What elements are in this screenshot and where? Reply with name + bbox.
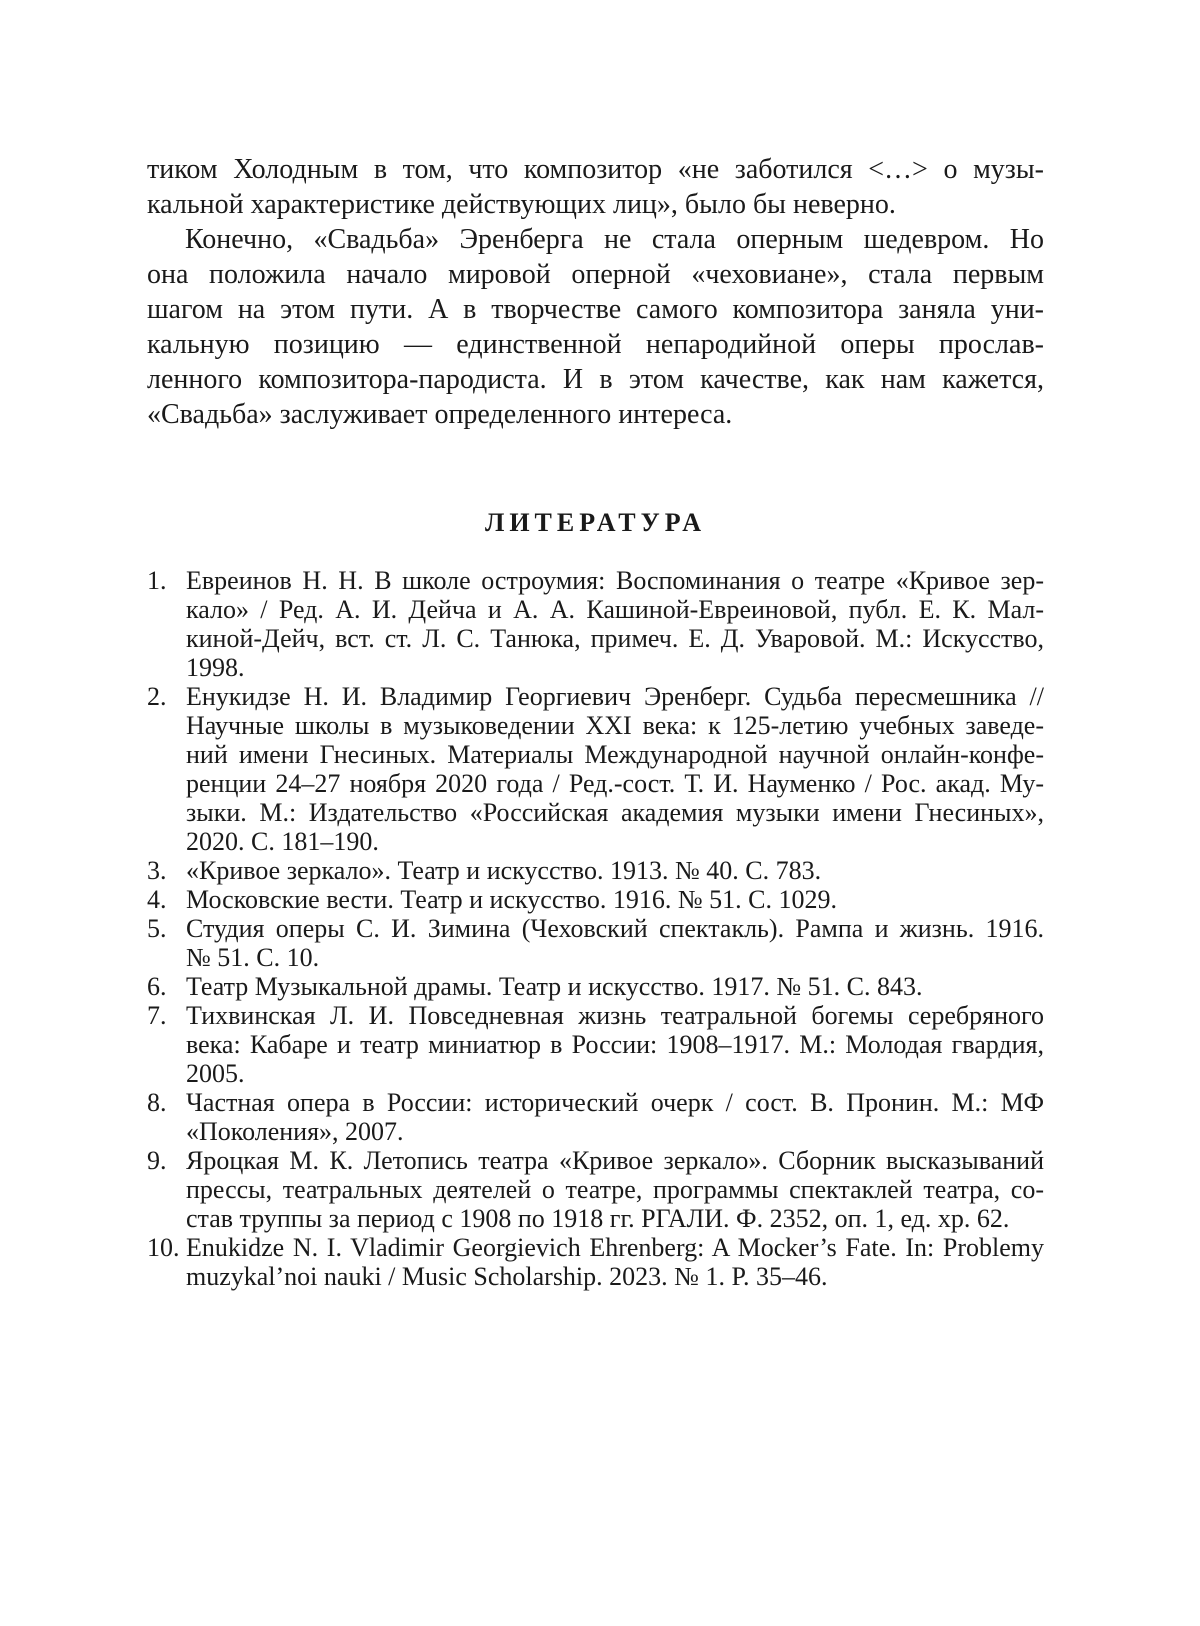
- bibliography-item-text: [186, 914, 1044, 972]
- bibliography-item-text: [186, 885, 1044, 914]
- bibliography-line: № 51. С. 10.: [186, 943, 320, 972]
- bibliography-line: Научные школы в музыковедении XXI века: к 125-летию учебных заведе-: [186, 711, 1044, 740]
- bibliography-item-number: 2.: [147, 682, 167, 711]
- bibliography-item-text: [186, 1146, 1044, 1233]
- bibliography-item: [147, 1233, 1044, 1291]
- bibliography-line: Театр Музыкальной драмы. Театр и искусство. 1917. № 51. С. 843.: [186, 972, 923, 1001]
- paragraph: [147, 222, 1044, 432]
- bibliography-line: Яроцкая М. К. Летопись театра «Кривое зеркало». Сборник высказываний: [186, 1146, 1044, 1175]
- bibliography-item-number: 9.: [147, 1146, 167, 1175]
- literature-heading: ЛИТЕРАТУРА: [484, 508, 707, 537]
- bibliography-item-number: 1.: [147, 566, 167, 595]
- bibliography-line: 2005.: [186, 1059, 245, 1088]
- paragraph-line: тиком Холодным в том, что композитор «не заботился <…> о музы-: [147, 154, 1044, 185]
- bibliography-item-number: 10.: [147, 1233, 180, 1262]
- bibliography-item: [147, 1146, 1044, 1233]
- bibliography-line: 1998.: [186, 653, 245, 682]
- bibliography-line: Enukidze N. I. Vladimir Georgievich Ehrenberg: A Mocker’s Fate. In: Problemy: [186, 1233, 1044, 1262]
- bibliography-line: Евреинов Н. Н. В школе остроумия: Воспоминания о театре «Кривое зер-: [186, 566, 1044, 595]
- paragraphs: [147, 152, 1044, 432]
- bibliography-item-text: [186, 1088, 1044, 1146]
- paragraph-line: «Свадьба» заслуживает определенного интереса.: [147, 399, 733, 430]
- bibliography-item-number: 4.: [147, 885, 167, 914]
- bibliography-item-text: [186, 856, 1044, 885]
- bibliography-line: века: Кабаре и театр миниатюр в России: 1908–1917. М.: Молодая гвардия,: [186, 1030, 1044, 1059]
- bibliography-line: кало» / Ред. А. И. Дейча и А. А. Кашиной-Евреиновой, публ. Е. К. Мал-: [186, 595, 1044, 624]
- bibliography-item: [147, 1088, 1044, 1146]
- bibliography-line: зыки. М.: Издательство «Российская академия музыки имени Гнесиных»,: [186, 798, 1044, 827]
- bibliography-line: Студия оперы С. И. Зимина (Чеховский спектакль). Рампа и жизнь. 1916.: [186, 914, 1044, 943]
- bibliography-item-number: 7.: [147, 1001, 167, 1030]
- bibliography-line: ренции 24–27 ноября 2020 года / Ред.-сост. Т. И. Науменко / Рос. акад. Му-: [186, 769, 1044, 798]
- bibliography-item-text: [186, 1233, 1044, 1291]
- bibliography-line: «Поколения», 2007.: [186, 1117, 404, 1146]
- bibliography-line: Частная опера в России: исторический очерк / сост. В. Пронин. М.: МФ: [186, 1088, 1044, 1117]
- bibliography-item-number: 8.: [147, 1088, 167, 1117]
- paragraph-line: кальную позицию — единственной непародийной оперы прослав-: [147, 329, 1044, 360]
- bibliography-line: прессы, театральных деятелей о театре, программы спектаклей театра, со-: [186, 1175, 1044, 1204]
- bibliography-item: [147, 682, 1044, 856]
- bibliography-item: [147, 972, 1044, 1001]
- paragraph-line: кальной характеристике действующих лиц», было бы неверно.: [147, 189, 896, 220]
- paragraph-line: ленного композитора-пародиста. И в этом качестве, как нам кажется,: [147, 364, 1044, 395]
- bibliography-item: [147, 1001, 1044, 1088]
- bibliography-line: Тихвинская Л. И. Повседневная жизнь театральной богемы серебряного: [186, 1001, 1044, 1030]
- bibliography-item-text: [186, 566, 1044, 682]
- paragraph: [147, 152, 1044, 222]
- bibliography-item-number: 3.: [147, 856, 167, 885]
- paragraph-line: она положила начало мировой оперной «чеховиане», стала первым: [147, 259, 1044, 290]
- bibliography-line: ний имени Гнесиных. Материалы Международной научной онлайн-конфе-: [186, 740, 1044, 769]
- bibliography-line: «Кривое зеркало». Театр и искусство. 1913. № 40. С. 783.: [186, 856, 822, 885]
- bibliography-item-text: [186, 972, 1044, 1001]
- paragraph-line: Конечно, «Свадьба» Эренберга не стала оперным шедевром. Но: [185, 224, 1044, 255]
- bibliography-item-number: 6.: [147, 972, 167, 1001]
- bibliography-line: Енукидзе Н. И. Владимир Георгиевич Эренберг. Судьба пересмешника //: [186, 682, 1044, 711]
- bibliography-item: [147, 566, 1044, 682]
- bibliography-line: став труппы за период с 1908 по 1918 гг. РГАЛИ. Ф. 2352, оп. 1, ед. хр. 62.: [186, 1204, 1010, 1233]
- bibliography-item: [147, 856, 1044, 885]
- bibliography-item: [147, 914, 1044, 972]
- bibliography-list: [147, 566, 1044, 1291]
- bibliography-line: Московские вести. Театр и искусство. 1916. № 51. С. 1029.: [186, 885, 837, 914]
- bibliography-item-number: 5.: [147, 914, 167, 943]
- bibliography-item-text: [186, 1001, 1044, 1088]
- paragraph-line: шагом на этом пути. А в творчестве самого композитора заняла уни-: [147, 294, 1044, 325]
- bibliography-line: 2020. С. 181–190.: [186, 827, 379, 856]
- page-content: [147, 152, 1044, 1291]
- bibliography-line: muzykal’noi nauki / Music Scholarship. 2023. № 1. P. 35–46.: [186, 1262, 828, 1291]
- bibliography-item: [147, 885, 1044, 914]
- bibliography-line: киной-Дейч, вст. ст. Л. С. Танюка, примеч. Е. Д. Уваровой. М.: Искусство,: [186, 624, 1044, 653]
- bibliography-item-text: [186, 682, 1044, 856]
